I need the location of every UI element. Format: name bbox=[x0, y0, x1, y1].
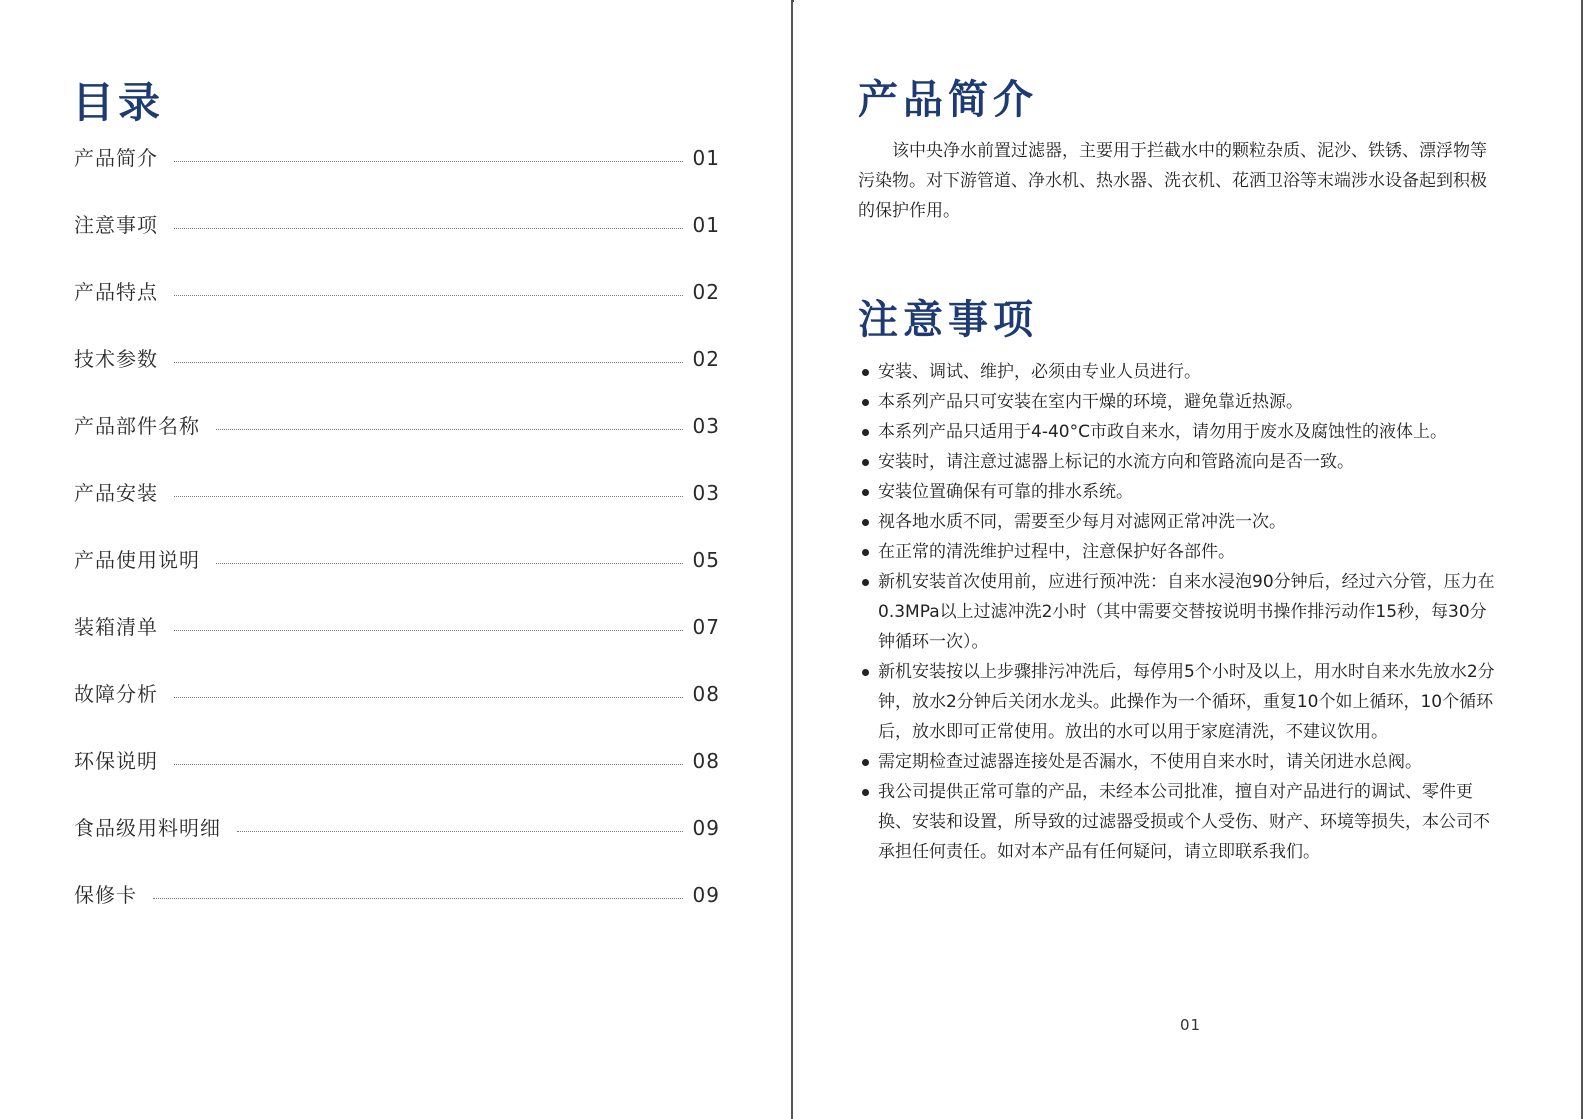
toc-entry-page: 02 bbox=[692, 280, 720, 304]
intro-paragraph: 该中央净水前置过滤器，主要用于拦截水中的颗粒杂质、泥沙、铁锈、漂浮物等污染物。对下游管道、净水机、热水器、洗衣机、花洒卫浴等末端涉水设备起到积极的保护作用。 bbox=[858, 141, 1487, 221]
bullet-icon bbox=[862, 549, 869, 556]
note-item bbox=[858, 747, 1503, 777]
toc-entry[interactable] bbox=[74, 343, 720, 410]
page-number: 01 bbox=[1179, 1016, 1202, 1034]
toc-leader bbox=[174, 295, 683, 296]
note-text: 本系列产品只适用于4-40°C市政自来水，请勿用于废水及腐蚀性的液体上。 bbox=[878, 422, 1447, 442]
toc-entry[interactable] bbox=[74, 879, 720, 946]
toc-list bbox=[74, 142, 720, 946]
toc-entry[interactable] bbox=[74, 611, 720, 678]
toc-entry-page: 02 bbox=[692, 347, 720, 371]
toc-entry-label: 技术参数 bbox=[74, 347, 158, 371]
note-text: 需定期检查过滤器连接处是否漏水，不使用自来水时，请关闭进水总阀。 bbox=[878, 752, 1422, 772]
bullet-icon bbox=[862, 759, 869, 766]
note-item bbox=[858, 477, 1503, 507]
toc-entry-label: 产品使用说明 bbox=[74, 548, 200, 572]
toc-page bbox=[0, 0, 792, 1119]
bullet-icon bbox=[862, 399, 869, 406]
bullet-icon bbox=[862, 579, 869, 586]
toc-leader bbox=[216, 429, 683, 430]
note-text: 本系列产品只可安装在室内干燥的环境，避免靠近热源。 bbox=[878, 392, 1303, 412]
toc-entry-page: 07 bbox=[692, 615, 720, 639]
toc-leader bbox=[174, 630, 683, 631]
toc-leader bbox=[174, 496, 683, 497]
toc-entry-label: 产品简介 bbox=[74, 146, 158, 170]
toc-entry[interactable] bbox=[74, 678, 720, 745]
content-page bbox=[794, 0, 1587, 1119]
note-text: 视各地水质不同，需要至少每月对滤网正常冲洗一次。 bbox=[878, 512, 1286, 532]
note-item bbox=[858, 567, 1503, 657]
toc-leader bbox=[174, 764, 683, 765]
toc-entry[interactable] bbox=[74, 410, 720, 477]
toc-entry-page: 09 bbox=[692, 816, 720, 840]
page-gutter bbox=[791, 0, 793, 1119]
toc-entry-page: 09 bbox=[692, 883, 720, 907]
toc-title: 目录 bbox=[72, 78, 165, 127]
toc-entry-page: 03 bbox=[692, 414, 720, 438]
toc-entry-label: 产品部件名称 bbox=[74, 414, 200, 438]
toc-entry-page: 01 bbox=[692, 213, 720, 237]
toc-entry-label: 故障分析 bbox=[74, 682, 158, 706]
note-item bbox=[858, 387, 1503, 417]
toc-entry-label: 环保说明 bbox=[74, 749, 158, 773]
toc-entry-page: 01 bbox=[692, 146, 720, 170]
toc-entry-page: 05 bbox=[692, 548, 720, 572]
toc-leader bbox=[174, 161, 683, 162]
toc-entry-label: 保修卡 bbox=[74, 883, 137, 907]
toc-entry-label: 产品安装 bbox=[74, 481, 158, 505]
toc-entry[interactable] bbox=[74, 209, 720, 276]
page-right-edge bbox=[1581, 0, 1583, 1119]
note-item bbox=[858, 507, 1503, 537]
bullet-icon bbox=[862, 369, 869, 376]
notes-title: 注意事项 bbox=[858, 297, 1038, 343]
toc-leader bbox=[216, 563, 683, 564]
bullet-icon bbox=[862, 429, 869, 436]
intro-title: 产品简介 bbox=[858, 77, 1038, 123]
note-text: 我公司提供正常可靠的产品，未经本公司批准，擅自对产品进行的调试、零件更换、安装和设置，所导致的过滤器受损或个人受伤、财产、环境等损失，本公司不承担任何责任。如对本产品有任何疑问，请立即联系我们。 bbox=[878, 782, 1490, 862]
toc-entry-label: 食品级用料明细 bbox=[74, 816, 221, 840]
toc-entry-page: 08 bbox=[692, 749, 720, 773]
toc-entry[interactable] bbox=[74, 812, 720, 879]
toc-entry-label: 注意事项 bbox=[74, 213, 158, 237]
bullet-icon bbox=[862, 459, 869, 466]
note-text: 在正常的清洗维护过程中，注意保护好各部件。 bbox=[878, 542, 1235, 562]
toc-entry[interactable] bbox=[74, 276, 720, 343]
bullet-icon bbox=[862, 519, 869, 526]
note-text: 安装、调试、维护，必须由专业人员进行。 bbox=[878, 362, 1201, 382]
note-item bbox=[858, 537, 1503, 567]
note-item bbox=[858, 657, 1503, 747]
toc-leader bbox=[237, 831, 683, 832]
toc-leader bbox=[174, 697, 683, 698]
note-text: 安装时，请注意过滤器上标记的水流方向和管路流向是否一致。 bbox=[878, 452, 1354, 472]
toc-entry-page: 08 bbox=[692, 682, 720, 706]
note-item bbox=[858, 447, 1503, 477]
bullet-icon bbox=[862, 489, 869, 496]
note-item bbox=[858, 417, 1503, 447]
toc-entry[interactable] bbox=[74, 544, 720, 611]
note-text: 新机安装首次使用前，应进行预冲洗：自来水浸泡90分钟后，经过六分管，压力在0.3MPa以上过滤冲洗2小时（其中需要交替按说明书操作排污动作15秒，每30分钟循环一次）。 bbox=[878, 572, 1495, 652]
bullet-icon bbox=[862, 789, 869, 796]
toc-entry-label: 产品特点 bbox=[74, 280, 158, 304]
note-text: 新机安装按以上步骤排污冲洗后，每停用5个小时及以上，用水时自来水先放水2分钟，放水2分钟后关闭水龙头。此操作为一个循环，重复10个如上循环，10个循环后，放水即可正常使用。放出的水可以用于家庭清洗，不建议饮用。 bbox=[878, 662, 1495, 742]
toc-entry-page: 03 bbox=[692, 481, 720, 505]
toc-entry-label: 装箱清单 bbox=[74, 615, 158, 639]
toc-entry[interactable] bbox=[74, 745, 720, 812]
toc-leader bbox=[174, 228, 683, 229]
toc-entry[interactable] bbox=[74, 477, 720, 544]
toc-leader bbox=[174, 362, 683, 363]
notes-list bbox=[858, 357, 1503, 867]
note-text: 安装位置确保有可靠的排水系统。 bbox=[878, 482, 1133, 502]
note-item bbox=[858, 357, 1503, 387]
bullet-icon bbox=[862, 669, 869, 676]
toc-entry[interactable] bbox=[74, 142, 720, 209]
toc-leader bbox=[153, 898, 683, 899]
note-item bbox=[858, 777, 1503, 867]
